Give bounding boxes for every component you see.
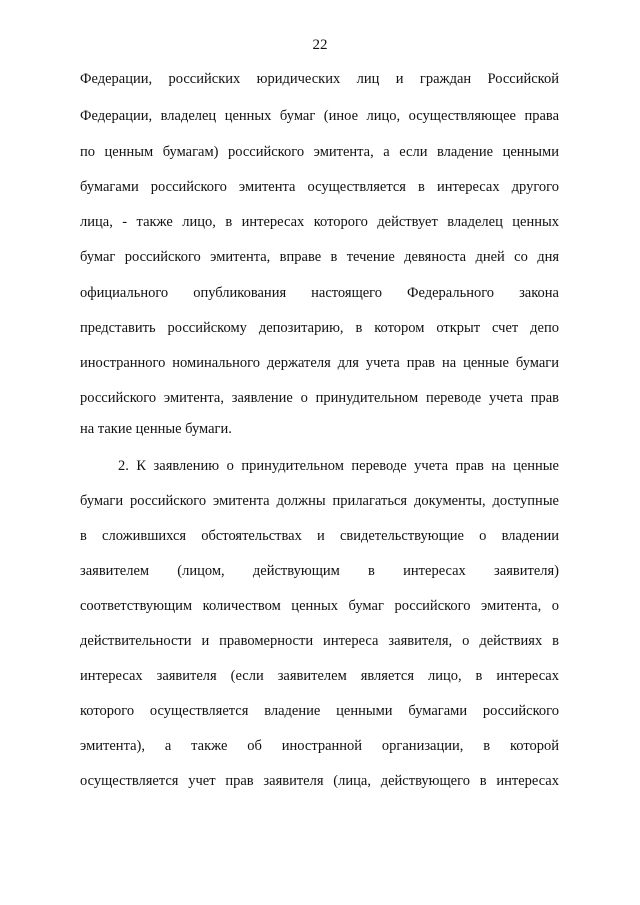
text-line: на такие ценные бумаги.	[80, 421, 232, 437]
text-line: бумаг российского эмитента, вправе в течение девяноста дней со дня	[80, 249, 559, 265]
text-line: Федерации, владелец ценных бумаг (иное лицо, осуществляющее права	[80, 108, 559, 124]
text-line: Федерации, российских юридических лиц и граждан Российской	[80, 71, 559, 87]
text-line: которого осуществляется владение ценными бумагами российского	[80, 703, 559, 719]
text-line: представить российскому депозитарию, в котором открыт счет депо	[80, 320, 559, 336]
text-line: лица, - также лицо, в интересах которого действует владелец ценных	[80, 214, 559, 230]
text-line: заявителем (лицом, действующим в интересах заявителя)	[80, 563, 559, 579]
text-line: официального опубликования настоящего Федерального закона	[80, 285, 559, 301]
page-number: 22	[312, 37, 328, 53]
text-line: соответствующим количеством ценных бумаг российского эмитента, о	[80, 598, 559, 614]
text-line: интересах заявителя (если заявителем является лицо, в интересах	[80, 668, 559, 684]
text-line: российского эмитента, заявление о принудительном переводе учета прав	[80, 390, 559, 406]
text-line: эмитента), а также об иностранной организации, в которой	[80, 738, 559, 754]
text-line: 2. К заявлению о принудительном переводе учета прав на ценные	[118, 458, 559, 474]
text-line: осуществляется учет прав заявителя (лица, действующего в интересах	[80, 773, 559, 789]
text-line: иностранного номинального держателя для учета прав на ценные бумаги	[80, 355, 559, 371]
text-line: в сложившихся обстоятельствах и свидетельствующие о владении	[80, 528, 559, 544]
text-line: бумагами российского эмитента осуществляется в интересах другого	[80, 179, 559, 195]
text-line: действительности и правомерности интереса заявителя, о действиях в	[80, 633, 559, 649]
text-line: по ценным бумагам) российского эмитента, а если владение ценными	[80, 144, 559, 160]
text-line: бумаги российского эмитента должны прилагаться документы, доступные	[80, 493, 559, 509]
